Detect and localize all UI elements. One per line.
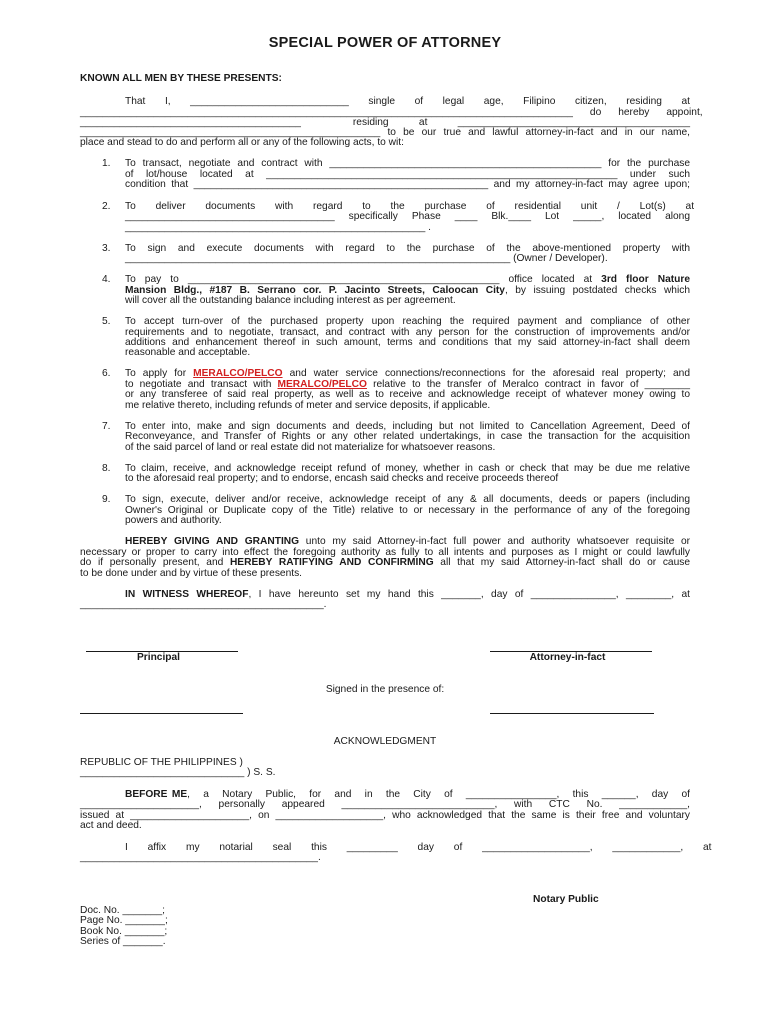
item-line: To pay to _______________________________________________________ office located at 3rd floor Nature xyxy=(125,274,691,285)
doc-ref-line: Page No. _______; xyxy=(80,915,168,926)
granting-line: HEREBY GIVING AND GRANTING unto my said Attorney-in-fact full power and authority whatsoever requisite or xyxy=(125,536,691,547)
doc-ref-line: Series of _______. xyxy=(80,936,166,947)
ss-line: _____________________________ ) S. S. xyxy=(80,767,276,778)
witness-line: IN WITNESS WHEREOF, I have hereunto set my hand this _______, day of _______________, ________, at xyxy=(125,589,690,600)
item-line: will cover all the outstanding balance including interest as per agreement. xyxy=(125,295,456,306)
item-line: to the aforesaid real property; and to endorse, encash said checks and receive proceeds thereof xyxy=(125,473,559,484)
affix-line: __________________________________________. xyxy=(80,852,321,863)
item-line: To deliver documents with regard to the purchase of residential unit / Lot(s) at xyxy=(125,201,695,212)
item-number: 7. xyxy=(102,421,111,432)
item-line: or any transferee of said real property, as well as to receive and acknowledge receipt of whatever money owing to xyxy=(125,389,690,400)
meralco-pelco-highlight: MERALCO/PELCO xyxy=(193,368,283,379)
witness-line: ___________________________________________. xyxy=(80,599,327,610)
item-line: _____________________________________________________ . xyxy=(125,222,431,233)
item-number: 1. xyxy=(102,158,111,169)
acknowledgment-heading: ACKNOWLEDGMENT xyxy=(333,736,437,747)
granting-line: do if personally present, and HEREBY RATIFYING AND CONFIRMING all that my said Attorney-in-fact shall do or cause xyxy=(80,557,691,568)
item-line: To accept turn-over of the purchased property upon reaching the required payment and compliance of other xyxy=(125,316,690,327)
principal-label: Principal xyxy=(136,652,181,663)
paragraph-line: place and stead to do and perform all or any of the following acts, to wit: xyxy=(80,137,404,148)
developer-address: Mansion Bldg., #187 B. Serrano cor. P. Jacinto Streets, Caloocan City xyxy=(125,285,505,296)
item-line: Mansion Bldg., #187 B. Serrano cor. P. Jacinto Streets, Caloocan City, by issuing postdated checks which xyxy=(125,285,690,296)
before-me-line: issued at _____________________, on ___________________, who acknowledged that the same is their free and voluntary xyxy=(80,810,690,821)
item-line: condition that ____________________________________________________ and my attorney-in-fact may agree upon; xyxy=(125,179,690,190)
item-line: _____________________________________ specifically Phase ____ Blk.____ Lot _____, located along xyxy=(125,211,690,222)
intro-heading: KNOWN ALL MEN BY THESE PRESENTS: xyxy=(80,73,282,84)
item-line: Owner's Original or Duplicate copy of the Title) relative to or necessary in the performance of any of the foregoing xyxy=(125,505,690,516)
item-number: 8. xyxy=(102,463,111,474)
attorney-label: Attorney-in-fact xyxy=(529,652,606,663)
paragraph-line: _____________________________________________________ to be our true and lawful attorney-in-fact and in our name, xyxy=(80,127,690,138)
item-line: To enter into, make and sign documents and deeds, including but not limited to Cancellation Agreement, Deed of xyxy=(125,421,690,432)
doc-ref-line: Book No. _______; xyxy=(80,926,168,937)
before-me-line: BEFORE ME, a Notary Public, for and in the City of ________________, this ______, day of xyxy=(125,789,690,800)
item-number: 9. xyxy=(102,494,111,505)
item-line: additions and enhancement thereof in such amount, terms and conditions that my said attorney-in-fact shall deem xyxy=(125,337,690,348)
witness-signature-line xyxy=(80,713,243,714)
item-number: 3. xyxy=(102,243,111,254)
before-me-line: _____________________, personally appeared ___________________________, with CTC No. ____________, xyxy=(80,799,690,810)
document-title: SPECIAL POWER OF ATTORNEY xyxy=(268,35,502,51)
item-line: To apply for MERALCO/PELCO and water service connections/reconnections for the aforesaid real property; and xyxy=(125,368,690,379)
item-number: 4. xyxy=(102,274,111,285)
affix-line: I affix my notarial seal this _________ day of ___________________, ____________, at xyxy=(125,842,712,853)
item-line: requirements and to negotiate, transact, and contract with any person for the construction of improvements and/or xyxy=(125,327,690,338)
witness-presence-label: Signed in the presence of: xyxy=(325,684,445,695)
item-line: To sign and execute documents with regard to the purchase of the above-mentioned property with xyxy=(125,243,690,254)
item-line: me relative thereto, including refunds of meter and service deposits, if applicable. xyxy=(125,400,491,411)
item-line: To claim, receive, and acknowledge receipt refund of money, whether in cash or check that may be due me relative xyxy=(125,463,690,474)
item-number: 5. xyxy=(102,316,111,327)
item-number: 6. xyxy=(102,368,111,379)
witness-signature-line xyxy=(490,713,654,714)
item-line: To sign, execute, deliver and/or receive, acknowledge receipt of any & all documents, deeds or papers (including xyxy=(125,494,690,505)
paragraph-line: _______________________________________________________________________________________ do hereby appoint, xyxy=(80,107,703,118)
item-line: Reconveyance, and Transfer of Rights or any other related undertakings, in case the transaction for the acquisition xyxy=(125,431,690,442)
item-line: To transact, negotiate and contract with ________________________________________________ for the purchase xyxy=(125,158,690,169)
paragraph-line: That I, ____________________________ single of legal age, Filipino citizen, residing at xyxy=(125,96,690,107)
item-line: of the said parcel of land or real estate did not materialize for whatsoever reasons. xyxy=(125,442,496,453)
item-line: powers and authority. xyxy=(125,515,222,526)
granting-line: to be done under and by virtue of these presents. xyxy=(80,568,303,579)
meralco-pelco-highlight: MERALCO/PELCO xyxy=(277,379,367,390)
item-line: reasonable and acceptable. xyxy=(125,347,251,358)
granting-line: necessary or proper to carry into effect the foregoing authority as fully to all intents and purposes as I might or could lawfully xyxy=(80,547,690,558)
republic-line: REPUBLIC OF THE PHILIPPINES ) xyxy=(80,757,243,768)
paragraph-line: _______________________________________ residing at _________________________________________ xyxy=(80,117,690,128)
item-line: of lot/house located at ______________________________________________________________ under such xyxy=(125,169,690,180)
before-me-line: act and deed. xyxy=(80,820,142,831)
doc-ref-line: Doc. No. _______; xyxy=(80,905,165,916)
item-number: 2. xyxy=(102,201,111,212)
notary-public-label: Notary Public xyxy=(533,894,599,905)
item-line: ____________________________________________________________________ (Owner / Developer). xyxy=(125,253,608,264)
item-line: to negotiate and transact with MERALCO/PELCO relative to the transfer of Meralco contract in favor of ________ xyxy=(125,379,690,390)
